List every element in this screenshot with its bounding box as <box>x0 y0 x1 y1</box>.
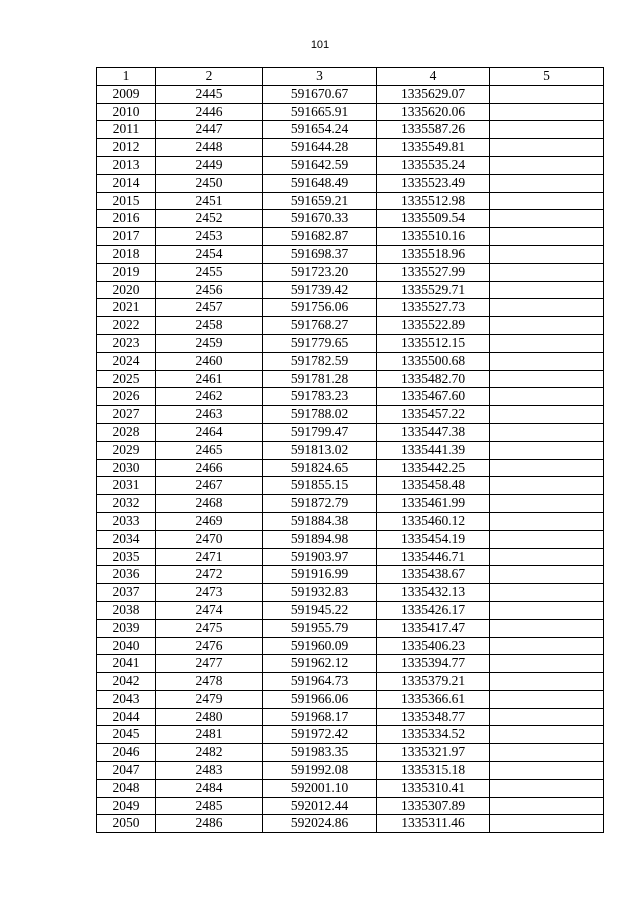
cell-y-coordinate: 1335512.15 <box>377 334 490 352</box>
cell-note <box>490 370 604 388</box>
cell-note <box>490 690 604 708</box>
cell-y-coordinate: 1335321.97 <box>377 744 490 762</box>
table-row <box>97 512 604 530</box>
cell-point-number: 2459 <box>156 334 263 352</box>
cell-note <box>490 388 604 406</box>
table-row <box>97 423 604 441</box>
table-row <box>97 797 604 815</box>
cell-note <box>490 441 604 459</box>
cell-point-number: 2476 <box>156 637 263 655</box>
table-row <box>97 299 604 317</box>
cell-row-number: 2011 <box>97 121 156 139</box>
cell-x-coordinate: 591779.65 <box>263 334 377 352</box>
cell-row-number: 2014 <box>97 174 156 192</box>
cell-note <box>490 121 604 139</box>
table-row <box>97 174 604 192</box>
cell-y-coordinate: 1335334.52 <box>377 726 490 744</box>
cell-point-number: 2486 <box>156 815 263 833</box>
table-row <box>97 228 604 246</box>
cell-point-number: 2484 <box>156 779 263 797</box>
table-row <box>97 192 604 210</box>
cell-y-coordinate: 1335620.06 <box>377 103 490 121</box>
cell-note <box>490 744 604 762</box>
cell-note <box>490 317 604 335</box>
cell-note <box>490 601 604 619</box>
table-row <box>97 210 604 228</box>
cell-row-number: 2047 <box>97 762 156 780</box>
table-row <box>97 726 604 744</box>
cell-y-coordinate: 1335438.67 <box>377 566 490 584</box>
table-row <box>97 459 604 477</box>
cell-row-number: 2020 <box>97 281 156 299</box>
cell-row-number: 2031 <box>97 477 156 495</box>
cell-y-coordinate: 1335629.07 <box>377 85 490 103</box>
cell-point-number: 2474 <box>156 601 263 619</box>
cell-point-number: 2462 <box>156 388 263 406</box>
cell-point-number: 2471 <box>156 548 263 566</box>
cell-note <box>490 708 604 726</box>
column-header-4: 4 <box>377 68 490 86</box>
cell-x-coordinate: 591723.20 <box>263 263 377 281</box>
cell-point-number: 2464 <box>156 423 263 441</box>
table-row <box>97 762 604 780</box>
cell-y-coordinate: 1335366.61 <box>377 690 490 708</box>
cell-note <box>490 530 604 548</box>
cell-x-coordinate: 591670.67 <box>263 85 377 103</box>
cell-point-number: 2446 <box>156 103 263 121</box>
cell-y-coordinate: 1335432.13 <box>377 584 490 602</box>
cell-note <box>490 192 604 210</box>
cell-y-coordinate: 1335510.16 <box>377 228 490 246</box>
table-row <box>97 744 604 762</box>
cell-y-coordinate: 1335467.60 <box>377 388 490 406</box>
table-row <box>97 601 604 619</box>
cell-point-number: 2469 <box>156 512 263 530</box>
cell-y-coordinate: 1335549.81 <box>377 139 490 157</box>
cell-point-number: 2463 <box>156 406 263 424</box>
cell-point-number: 2458 <box>156 317 263 335</box>
cell-point-number: 2447 <box>156 121 263 139</box>
cell-point-number: 2485 <box>156 797 263 815</box>
cell-note <box>490 673 604 691</box>
cell-point-number: 2445 <box>156 85 263 103</box>
table-row <box>97 477 604 495</box>
cell-row-number: 2024 <box>97 352 156 370</box>
cell-note <box>490 512 604 530</box>
table-row <box>97 495 604 513</box>
cell-row-number: 2044 <box>97 708 156 726</box>
table-row <box>97 352 604 370</box>
cell-row-number: 2035 <box>97 548 156 566</box>
cell-row-number: 2018 <box>97 245 156 263</box>
cell-y-coordinate: 1335379.21 <box>377 673 490 691</box>
column-header-3: 3 <box>263 68 377 86</box>
cell-note <box>490 815 604 833</box>
cell-y-coordinate: 1335522.89 <box>377 317 490 335</box>
cell-y-coordinate: 1335442.25 <box>377 459 490 477</box>
cell-note <box>490 85 604 103</box>
cell-y-coordinate: 1335426.17 <box>377 601 490 619</box>
cell-row-number: 2034 <box>97 530 156 548</box>
cell-point-number: 2450 <box>156 174 263 192</box>
cell-note <box>490 637 604 655</box>
cell-point-number: 2466 <box>156 459 263 477</box>
cell-x-coordinate: 592024.86 <box>263 815 377 833</box>
cell-y-coordinate: 1335523.49 <box>377 174 490 192</box>
cell-x-coordinate: 591659.21 <box>263 192 377 210</box>
cell-x-coordinate: 591670.33 <box>263 210 377 228</box>
cell-point-number: 2472 <box>156 566 263 584</box>
cell-y-coordinate: 1335458.48 <box>377 477 490 495</box>
cell-note <box>490 779 604 797</box>
cell-x-coordinate: 591813.02 <box>263 441 377 459</box>
cell-row-number: 2041 <box>97 655 156 673</box>
cell-point-number: 2461 <box>156 370 263 388</box>
cell-x-coordinate: 591932.83 <box>263 584 377 602</box>
cell-note <box>490 477 604 495</box>
cell-y-coordinate: 1335518.96 <box>377 245 490 263</box>
cell-note <box>490 281 604 299</box>
cell-point-number: 2465 <box>156 441 263 459</box>
cell-x-coordinate: 591916.99 <box>263 566 377 584</box>
cell-note <box>490 352 604 370</box>
cell-row-number: 2015 <box>97 192 156 210</box>
cell-note <box>490 156 604 174</box>
cell-note <box>490 423 604 441</box>
cell-row-number: 2030 <box>97 459 156 477</box>
cell-point-number: 2473 <box>156 584 263 602</box>
table-row <box>97 708 604 726</box>
cell-x-coordinate: 591782.59 <box>263 352 377 370</box>
cell-y-coordinate: 1335587.26 <box>377 121 490 139</box>
cell-x-coordinate: 591783.23 <box>263 388 377 406</box>
cell-x-coordinate: 591756.06 <box>263 299 377 317</box>
cell-x-coordinate: 591966.06 <box>263 690 377 708</box>
cell-note <box>490 210 604 228</box>
cell-note <box>490 459 604 477</box>
cell-x-coordinate: 591824.65 <box>263 459 377 477</box>
cell-x-coordinate: 591960.09 <box>263 637 377 655</box>
cell-row-number: 2019 <box>97 263 156 281</box>
table-row <box>97 263 604 281</box>
cell-row-number: 2023 <box>97 334 156 352</box>
cell-y-coordinate: 1335512.98 <box>377 192 490 210</box>
cell-y-coordinate: 1335461.99 <box>377 495 490 513</box>
cell-y-coordinate: 1335394.77 <box>377 655 490 673</box>
cell-point-number: 2477 <box>156 655 263 673</box>
cell-y-coordinate: 1335447.38 <box>377 423 490 441</box>
cell-x-coordinate: 591884.38 <box>263 512 377 530</box>
cell-row-number: 2009 <box>97 85 156 103</box>
cell-row-number: 2025 <box>97 370 156 388</box>
cell-y-coordinate: 1335311.46 <box>377 815 490 833</box>
table-row <box>97 245 604 263</box>
cell-row-number: 2046 <box>97 744 156 762</box>
table-header <box>97 68 604 86</box>
table-row <box>97 530 604 548</box>
cell-point-number: 2457 <box>156 299 263 317</box>
table-row <box>97 317 604 335</box>
cell-y-coordinate: 1335509.54 <box>377 210 490 228</box>
column-header-5: 5 <box>490 68 604 86</box>
cell-x-coordinate: 591983.35 <box>263 744 377 762</box>
table-row <box>97 103 604 121</box>
coordinates-table <box>96 67 604 833</box>
cell-note <box>490 797 604 815</box>
cell-y-coordinate: 1335500.68 <box>377 352 490 370</box>
cell-point-number: 2480 <box>156 708 263 726</box>
cell-row-number: 2022 <box>97 317 156 335</box>
cell-note <box>490 299 604 317</box>
table-row <box>97 406 604 424</box>
cell-x-coordinate: 591945.22 <box>263 601 377 619</box>
cell-row-number: 2043 <box>97 690 156 708</box>
cell-x-coordinate: 591872.79 <box>263 495 377 513</box>
cell-note <box>490 619 604 637</box>
cell-note <box>490 174 604 192</box>
cell-point-number: 2468 <box>156 495 263 513</box>
cell-x-coordinate: 591682.87 <box>263 228 377 246</box>
cell-x-coordinate: 591665.91 <box>263 103 377 121</box>
column-header-1: 1 <box>97 68 156 86</box>
cell-point-number: 2451 <box>156 192 263 210</box>
cell-x-coordinate: 591654.24 <box>263 121 377 139</box>
cell-x-coordinate: 592012.44 <box>263 797 377 815</box>
cell-row-number: 2050 <box>97 815 156 833</box>
table-row <box>97 370 604 388</box>
cell-row-number: 2012 <box>97 139 156 157</box>
cell-row-number: 2040 <box>97 637 156 655</box>
cell-x-coordinate: 592001.10 <box>263 779 377 797</box>
cell-row-number: 2013 <box>97 156 156 174</box>
cell-x-coordinate: 591788.02 <box>263 406 377 424</box>
table-row <box>97 85 604 103</box>
table-row <box>97 779 604 797</box>
cell-x-coordinate: 591768.27 <box>263 317 377 335</box>
cell-x-coordinate: 591644.28 <box>263 139 377 157</box>
cell-row-number: 2017 <box>97 228 156 246</box>
cell-x-coordinate: 591648.49 <box>263 174 377 192</box>
cell-row-number: 2038 <box>97 601 156 619</box>
cell-row-number: 2027 <box>97 406 156 424</box>
cell-point-number: 2482 <box>156 744 263 762</box>
cell-row-number: 2010 <box>97 103 156 121</box>
cell-row-number: 2028 <box>97 423 156 441</box>
cell-y-coordinate: 1335446.71 <box>377 548 490 566</box>
cell-row-number: 2042 <box>97 673 156 691</box>
table-row <box>97 334 604 352</box>
cell-point-number: 2452 <box>156 210 263 228</box>
table-row <box>97 815 604 833</box>
cell-x-coordinate: 591642.59 <box>263 156 377 174</box>
cell-x-coordinate: 591799.47 <box>263 423 377 441</box>
cell-y-coordinate: 1335406.23 <box>377 637 490 655</box>
table-row <box>97 584 604 602</box>
cell-point-number: 2449 <box>156 156 263 174</box>
table-row <box>97 441 604 459</box>
cell-note <box>490 263 604 281</box>
table-row <box>97 139 604 157</box>
cell-x-coordinate: 591992.08 <box>263 762 377 780</box>
cell-x-coordinate: 591698.37 <box>263 245 377 263</box>
cell-x-coordinate: 591972.42 <box>263 726 377 744</box>
page-number: 101 <box>310 39 330 51</box>
cell-point-number: 2456 <box>156 281 263 299</box>
cell-y-coordinate: 1335417.47 <box>377 619 490 637</box>
cell-point-number: 2479 <box>156 690 263 708</box>
header-row <box>97 68 604 86</box>
cell-x-coordinate: 591739.42 <box>263 281 377 299</box>
cell-x-coordinate: 591955.79 <box>263 619 377 637</box>
table-row <box>97 673 604 691</box>
table-row <box>97 121 604 139</box>
cell-y-coordinate: 1335482.70 <box>377 370 490 388</box>
table-row <box>97 690 604 708</box>
cell-point-number: 2448 <box>156 139 263 157</box>
cell-x-coordinate: 591903.97 <box>263 548 377 566</box>
cell-note <box>490 245 604 263</box>
cell-row-number: 2037 <box>97 584 156 602</box>
cell-y-coordinate: 1335535.24 <box>377 156 490 174</box>
cell-y-coordinate: 1335307.89 <box>377 797 490 815</box>
cell-point-number: 2478 <box>156 673 263 691</box>
cell-note <box>490 139 604 157</box>
cell-row-number: 2032 <box>97 495 156 513</box>
cell-row-number: 2033 <box>97 512 156 530</box>
cell-note <box>490 584 604 602</box>
table-row <box>97 281 604 299</box>
cell-y-coordinate: 1335441.39 <box>377 441 490 459</box>
cell-point-number: 2483 <box>156 762 263 780</box>
cell-row-number: 2029 <box>97 441 156 459</box>
cell-note <box>490 495 604 513</box>
cell-note <box>490 103 604 121</box>
cell-note <box>490 566 604 584</box>
cell-note <box>490 406 604 424</box>
cell-row-number: 2021 <box>97 299 156 317</box>
cell-point-number: 2455 <box>156 263 263 281</box>
cell-y-coordinate: 1335527.99 <box>377 263 490 281</box>
table-row <box>97 156 604 174</box>
column-header-2: 2 <box>156 68 263 86</box>
table-row <box>97 388 604 406</box>
cell-point-number: 2467 <box>156 477 263 495</box>
cell-row-number: 2036 <box>97 566 156 584</box>
table-row <box>97 655 604 673</box>
cell-row-number: 2048 <box>97 779 156 797</box>
cell-note <box>490 228 604 246</box>
cell-y-coordinate: 1335348.77 <box>377 708 490 726</box>
cell-point-number: 2470 <box>156 530 263 548</box>
cell-x-coordinate: 591781.28 <box>263 370 377 388</box>
cell-x-coordinate: 591855.15 <box>263 477 377 495</box>
cell-point-number: 2453 <box>156 228 263 246</box>
cell-row-number: 2049 <box>97 797 156 815</box>
cell-note <box>490 655 604 673</box>
cell-x-coordinate: 591962.12 <box>263 655 377 673</box>
cell-y-coordinate: 1335457.22 <box>377 406 490 424</box>
table-row <box>97 637 604 655</box>
table-row <box>97 566 604 584</box>
table-row <box>97 619 604 637</box>
cell-note <box>490 762 604 780</box>
cell-y-coordinate: 1335310.41 <box>377 779 490 797</box>
cell-point-number: 2481 <box>156 726 263 744</box>
cell-y-coordinate: 1335454.19 <box>377 530 490 548</box>
cell-row-number: 2016 <box>97 210 156 228</box>
cell-y-coordinate: 1335315.18 <box>377 762 490 780</box>
cell-x-coordinate: 591964.73 <box>263 673 377 691</box>
cell-note <box>490 334 604 352</box>
table-row <box>97 548 604 566</box>
table-body <box>97 85 604 832</box>
cell-note <box>490 726 604 744</box>
cell-y-coordinate: 1335529.71 <box>377 281 490 299</box>
cell-row-number: 2045 <box>97 726 156 744</box>
cell-y-coordinate: 1335460.12 <box>377 512 490 530</box>
cell-x-coordinate: 591968.17 <box>263 708 377 726</box>
cell-point-number: 2460 <box>156 352 263 370</box>
cell-y-coordinate: 1335527.73 <box>377 299 490 317</box>
cell-x-coordinate: 591894.98 <box>263 530 377 548</box>
cell-point-number: 2454 <box>156 245 263 263</box>
cell-row-number: 2026 <box>97 388 156 406</box>
cell-note <box>490 548 604 566</box>
cell-point-number: 2475 <box>156 619 263 637</box>
cell-row-number: 2039 <box>97 619 156 637</box>
